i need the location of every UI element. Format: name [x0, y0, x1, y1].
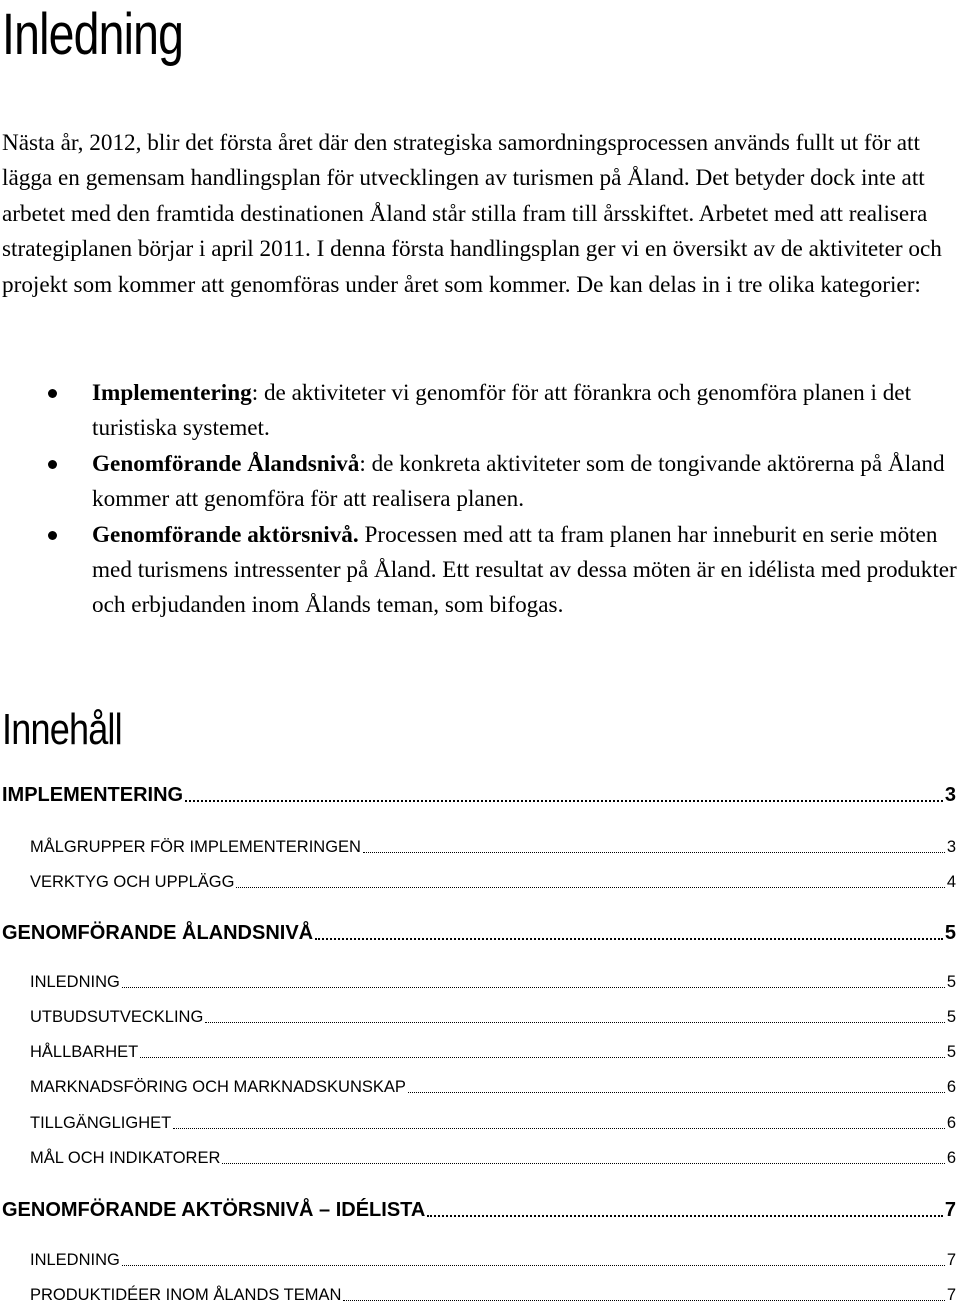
- intro-paragraph: Nästa år, 2012, blir det första året där den strategiska samordningsprocessen används fullt ut för att lägga en gemensam handlingsplan för utvecklingen av turismen på Åland. Det betyder dock inte att arbetet med den framtida destinationen Åland står stilla fram till årsskiftet. Arbetet med att realisera strategiplanen börjar i april 2011. I denna första handlingsplan ger vi en översikt av de aktiviteter och projekt som kommer att genomföras under året som kommer. De kan delas in i tre olika kategorier:: [2, 130, 942, 298]
- toc-entry-label: VERKTYG OCH UPPLÄGG: [30, 873, 235, 891]
- toc-dot-leader: [140, 1057, 945, 1058]
- toc-entry[interactable]: [30, 1149, 956, 1168]
- toc-entry-page: 5: [944, 922, 956, 944]
- toc-entry[interactable]: [30, 873, 956, 892]
- toc-dot-leader: [315, 938, 943, 940]
- toc-entry[interactable]: [30, 1114, 956, 1133]
- toc-entry-page: 7: [944, 1199, 956, 1221]
- bullet-term: Implementering: [92, 380, 252, 406]
- toc-entry-label: INLEDNING: [30, 973, 120, 991]
- toc-dot-leader: [222, 1163, 944, 1164]
- toc-entry-label: TILLGÄNGLIGHET: [30, 1114, 172, 1132]
- toc-entry-page: 5: [946, 1043, 956, 1061]
- toc-dot-leader: [122, 987, 945, 988]
- toc-entry-label: HÅLLBARHET: [30, 1043, 139, 1061]
- toc-entry-label: MARKNADSFÖRING OCH MARKNADSKUNSKAP: [30, 1078, 406, 1096]
- bullet-term: Genomförande Ålandsnivå: [92, 450, 360, 477]
- toc-entry[interactable]: [30, 1008, 956, 1027]
- bullet-text: : de aktiviteter vi genomför för att förankra och genomföra planen i det turistiska systemet.: [92, 380, 912, 442]
- toc-dot-leader: [122, 1265, 945, 1266]
- toc-dot-leader: [363, 852, 945, 853]
- toc-title: Innehåll: [2, 705, 122, 754]
- toc-dot-leader: [343, 1300, 944, 1301]
- toc-entry-label: PRODUKTIDÉER INOM ÅLANDS TEMAN: [30, 1286, 342, 1304]
- toc-entry[interactable]: [30, 838, 956, 857]
- toc-entry-label: IMPLEMENTERING: [2, 784, 184, 806]
- toc-entry-label: GENOMFÖRANDE ÅLANDSNIVÅ: [2, 922, 314, 944]
- toc-entry[interactable]: [30, 1251, 956, 1270]
- bullet-text: Processen med att ta fram planen har inneburit en serie möten med turismens intressenter på Åland. Ett resultat av dessa möten är en idélista med produkter och erbjudanden inom Ålands teman, som bifogas.: [92, 521, 957, 619]
- toc-dot-leader: [408, 1092, 945, 1093]
- toc-entry[interactable]: [30, 1043, 956, 1062]
- toc-entry[interactable]: [2, 1199, 956, 1222]
- toc-entry[interactable]: [30, 973, 956, 992]
- toc-entry-page: 4: [946, 873, 956, 891]
- toc-entry[interactable]: [30, 1286, 956, 1305]
- toc-entry-page: 3: [946, 838, 956, 856]
- toc-dot-leader: [205, 1022, 945, 1023]
- toc-entry-label: MÅLGRUPPER FÖR IMPLEMENTERINGEN: [30, 838, 361, 856]
- toc-entry-label: INLEDNING: [30, 1251, 120, 1269]
- toc-entry-page: 6: [946, 1114, 956, 1132]
- toc-entry-page: 3: [944, 784, 956, 806]
- toc-entry-label: MÅL OCH INDIKATORER: [30, 1149, 221, 1167]
- toc-dot-leader: [236, 887, 944, 888]
- toc-dot-leader: [427, 1215, 943, 1217]
- toc-entry-label: GENOMFÖRANDE AKTÖRSNIVÅ – IDÉLISTA: [2, 1199, 426, 1221]
- toc-entry[interactable]: [2, 922, 956, 945]
- toc-dot-leader: [185, 800, 943, 802]
- toc-entry-page: 7: [946, 1286, 956, 1304]
- bullet-text: : de konkreta aktiviteter som de tongivande aktörerna på Åland kommer att genomföra för att realisera planen.: [92, 450, 945, 513]
- toc-entry-page: 5: [946, 973, 956, 991]
- toc-entry-page: 5: [946, 1008, 956, 1026]
- toc-entry-page: 7: [946, 1251, 956, 1269]
- toc-entry-page: 6: [946, 1078, 956, 1096]
- bullet-term: Genomförande aktörsnivå.: [92, 521, 359, 548]
- toc-dot-leader: [173, 1128, 945, 1129]
- toc-entry[interactable]: [2, 784, 956, 807]
- page-title: Inledning: [2, 2, 184, 67]
- toc-entry[interactable]: [30, 1078, 956, 1097]
- toc-entry-label: UTBUDSUTVECKLING: [30, 1008, 204, 1026]
- toc-entry-page: 6: [946, 1149, 956, 1167]
